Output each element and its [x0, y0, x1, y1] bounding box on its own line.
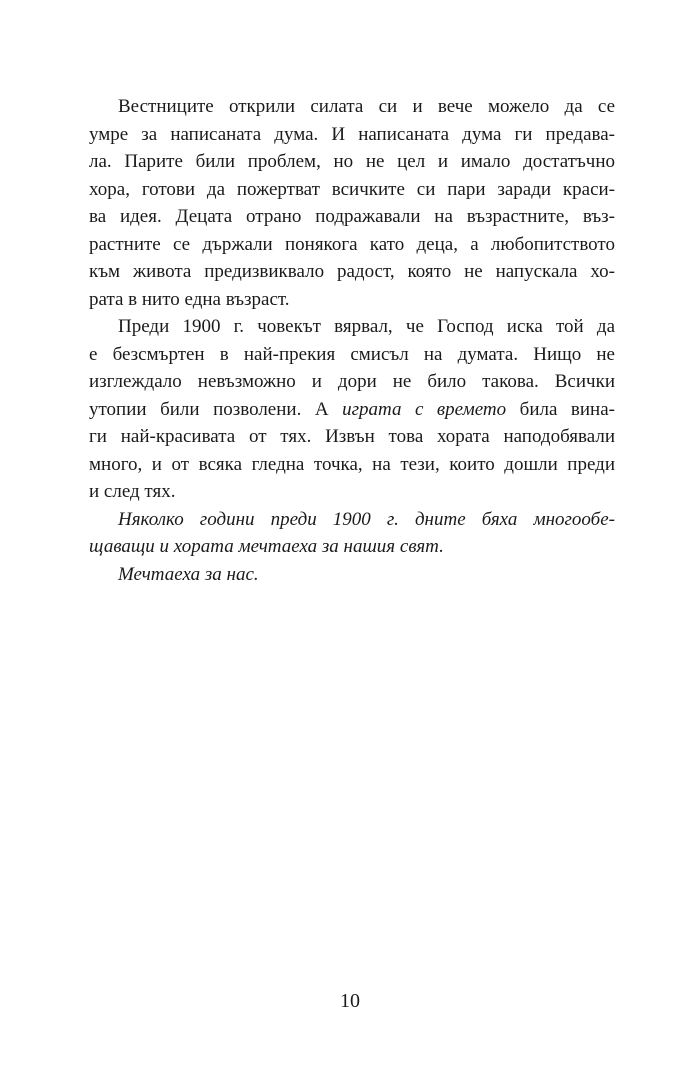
text-line: и след тях.	[89, 481, 176, 502]
text-line: Мечтаеха за нас.	[118, 563, 259, 585]
body-text	[89, 93, 615, 588]
text-line: Няколко години преди 1900 г. дните бяха многообе-	[118, 508, 615, 530]
paragraph-4	[89, 561, 615, 589]
text-line-mixed	[89, 396, 615, 424]
paragraph-2	[89, 313, 615, 506]
paragraph-1	[89, 93, 615, 313]
text-segment: била вина-	[506, 398, 615, 420]
page-number: 10	[340, 990, 360, 1012]
text-line: Преди 1900 г. човекът вярвал, че Господ иска той да	[118, 316, 615, 337]
text-line: ва идея. Децата отрано подражавали на възрастните, въз-	[89, 206, 615, 227]
text-line: е безсмъртен в най-прекия смисъл на думата. Нищо не	[89, 343, 615, 365]
text-line: към живота предизвиквало радост, която не напускала хо-	[89, 261, 615, 282]
text-line: умре за написаната дума. И написаната дума ги предава-	[89, 123, 615, 145]
text-segment: утопии били позволени. А	[89, 398, 343, 420]
text-line: изглеждало невъзможно и дори не било такова. Всички	[89, 371, 615, 392]
text-line: хора, готови да пожертват всичките си пари заради краси-	[89, 178, 615, 200]
text-line: ги най-красивата от тях. Извън това хората наподобявали	[89, 426, 615, 447]
text-line: щаващи и хората мечтаеха за нашия свят.	[89, 536, 444, 557]
text-line: рата в нито една възраст.	[89, 288, 290, 310]
text-line: Вестниците открили силата си и вече можело да се	[118, 96, 615, 117]
italic-phrase: играта с времето	[342, 398, 507, 420]
text-line: растните се държали понякога като деца, а любопитството	[89, 233, 615, 255]
paragraph-3	[89, 506, 615, 561]
text-line: много, и от всяка гледна точка, на тези, които дошли преди	[89, 453, 615, 475]
text-line: ла. Парите били проблем, но не цел и имало достатъчно	[89, 151, 615, 172]
